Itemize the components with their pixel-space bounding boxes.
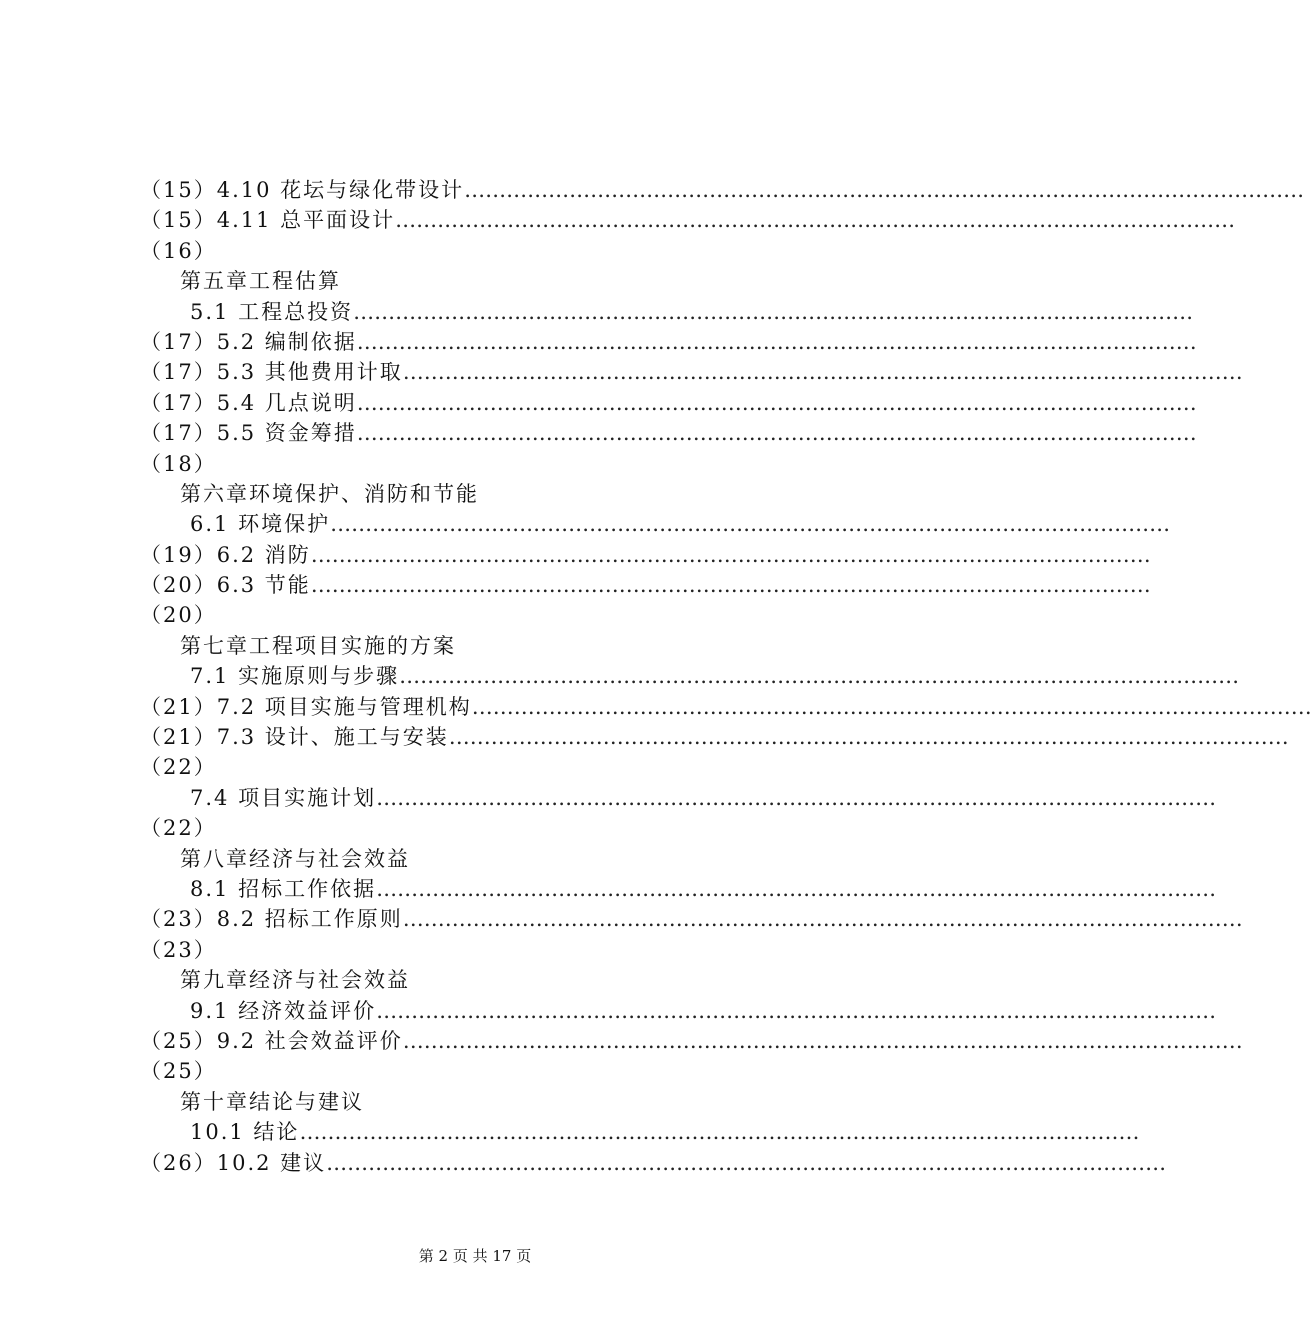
toc-line (140, 540, 1151, 570)
toc-line-text: 第十章结论与建议 (180, 1089, 364, 1114)
toc-dot-leader: ………………………………………………………………………………………………………… (402, 360, 1243, 385)
toc-line (140, 600, 830, 630)
toc-line (140, 236, 830, 266)
toc-line (140, 935, 830, 965)
toc-line-text: 第九章经济与社会效益 (180, 968, 410, 993)
toc-dot-leader: ………………………………………………………………………………………………………… (330, 512, 1171, 537)
toc-line-text: 第六章环境保护、消防和节能 (180, 481, 479, 506)
toc-line-text: 第八章经济与社会效益 (180, 846, 410, 871)
toc-line-text: 10.1 结论 (190, 1120, 300, 1145)
toc-line-text: （16） (140, 238, 217, 263)
toc-line-text: 5.1 工程总投资 (190, 299, 354, 324)
toc-dot-leader: ………………………………………………………………………………………………………… (356, 421, 1197, 446)
toc-line (140, 904, 1243, 934)
toc-line (140, 813, 830, 843)
toc-line (140, 1056, 830, 1086)
toc-line-text: （23） (140, 937, 217, 962)
toc-line-text: 7.1 实施原则与步骤 (190, 664, 400, 689)
toc-line-text: 6.1 环境保护 (190, 512, 331, 537)
toc-line-text: 8.1 招标工作依据 (190, 876, 377, 901)
toc-dot-leader: ………………………………………………………………………………………………………… (395, 208, 1236, 233)
toc-line-text: （17）5.4 几点说明 (140, 390, 357, 415)
toc-line (140, 175, 1305, 205)
toc-chapter-heading (140, 479, 830, 509)
toc-line (140, 418, 1197, 448)
toc-dot-leader: ………………………………………………………………………………………………………… (376, 998, 1217, 1023)
toc-line-text: （21）7.3 设计、施工与安装 (140, 725, 449, 750)
toc-line-text: （17）5.3 其他费用计取 (140, 360, 403, 385)
toc-line-text: （25）9.2 社会效益评价 (140, 1028, 403, 1053)
toc-line (140, 752, 830, 782)
toc-line-text: （19）6.2 消防 (140, 542, 311, 567)
toc-line (140, 1148, 1167, 1178)
toc-dot-leader: ………………………………………………………………………………………………………… (310, 542, 1151, 567)
toc-dot-leader: ………………………………………………………………………………………………………… (299, 1120, 1140, 1145)
toc-line (140, 205, 1236, 235)
toc-dot-leader: ………………………………………………………………………………………………………… (310, 573, 1151, 598)
toc-chapter-heading (140, 1087, 830, 1117)
toc-line-text: （17）5.2 编制依据 (140, 329, 357, 354)
toc-dot-leader: ………………………………………………………………………………………………………… (356, 390, 1197, 415)
toc-dot-leader: ………………………………………………………………………………………………………… (326, 1150, 1167, 1175)
toc-line-text: （23）8.2 招标工作原则 (140, 907, 403, 932)
toc-line-text: 9.1 经济效益评价 (190, 998, 377, 1023)
toc-dot-leader: ………………………………………………………………………………………………………… (464, 178, 1305, 202)
toc-line-text: （21）7.2 项目实施与管理机构 (140, 694, 472, 719)
toc-line-text: （25） (140, 1059, 217, 1084)
toc-line (140, 327, 1197, 357)
toc-line-text: （22） (140, 755, 217, 780)
toc-line-text: （20） (140, 603, 217, 628)
toc-line (140, 357, 1243, 387)
toc-line-text: 第五章工程估算 (180, 269, 341, 294)
toc-dot-leader: ………………………………………………………………………………………………………… (402, 907, 1243, 932)
toc-line (140, 661, 1240, 691)
toc-line-text: （18） (140, 451, 217, 476)
toc-line-text: 7.4 项目实施计划 (190, 785, 377, 810)
toc-dot-leader: ………………………………………………………………………………………………………… (471, 694, 1312, 719)
toc-line (140, 1026, 1243, 1056)
toc-chapter-heading (140, 266, 830, 296)
toc-line (140, 996, 1217, 1026)
toc-line (140, 297, 1194, 327)
toc-line (140, 692, 1312, 722)
toc-line-text: 第七章工程项目实施的方案 (180, 633, 456, 658)
toc-dot-leader: ………………………………………………………………………………………………………… (356, 329, 1197, 354)
toc-line-text: （17）5.5 资金筹措 (140, 421, 357, 446)
toc-line (140, 570, 1151, 600)
toc-chapter-heading (140, 844, 830, 874)
toc-line (140, 449, 830, 479)
page-footer: 第 2 页 共 17 页 (418, 1247, 532, 1265)
toc-line-text: （20）6.3 节能 (140, 573, 311, 598)
toc-line (140, 722, 1289, 752)
toc-dot-leader: ………………………………………………………………………………………………………… (353, 299, 1194, 324)
toc-line (140, 509, 1171, 539)
toc-line (140, 1117, 1140, 1147)
table-of-contents (140, 175, 1312, 1178)
toc-dot-leader: ………………………………………………………………………………………………………… (399, 664, 1240, 689)
toc-dot-leader: ………………………………………………………………………………………………………… (402, 1028, 1243, 1053)
toc-dot-leader: ………………………………………………………………………………………………………… (448, 725, 1289, 750)
toc-line-text: （22） (140, 816, 217, 841)
toc-dot-leader: ………………………………………………………………………………………………………… (376, 785, 1217, 810)
toc-line-text: （15）4.10 花坛与绿化带设计 (140, 178, 465, 202)
toc-line-text: （15）4.11 总平面设计 (140, 208, 396, 233)
toc-chapter-heading (140, 965, 830, 995)
toc-line (140, 783, 1217, 813)
toc-line (140, 388, 1197, 418)
toc-chapter-heading (140, 631, 830, 661)
toc-line (140, 874, 1217, 904)
toc-line-text: （26）10.2 建议 (140, 1150, 327, 1175)
toc-dot-leader: ………………………………………………………………………………………………………… (376, 876, 1217, 901)
